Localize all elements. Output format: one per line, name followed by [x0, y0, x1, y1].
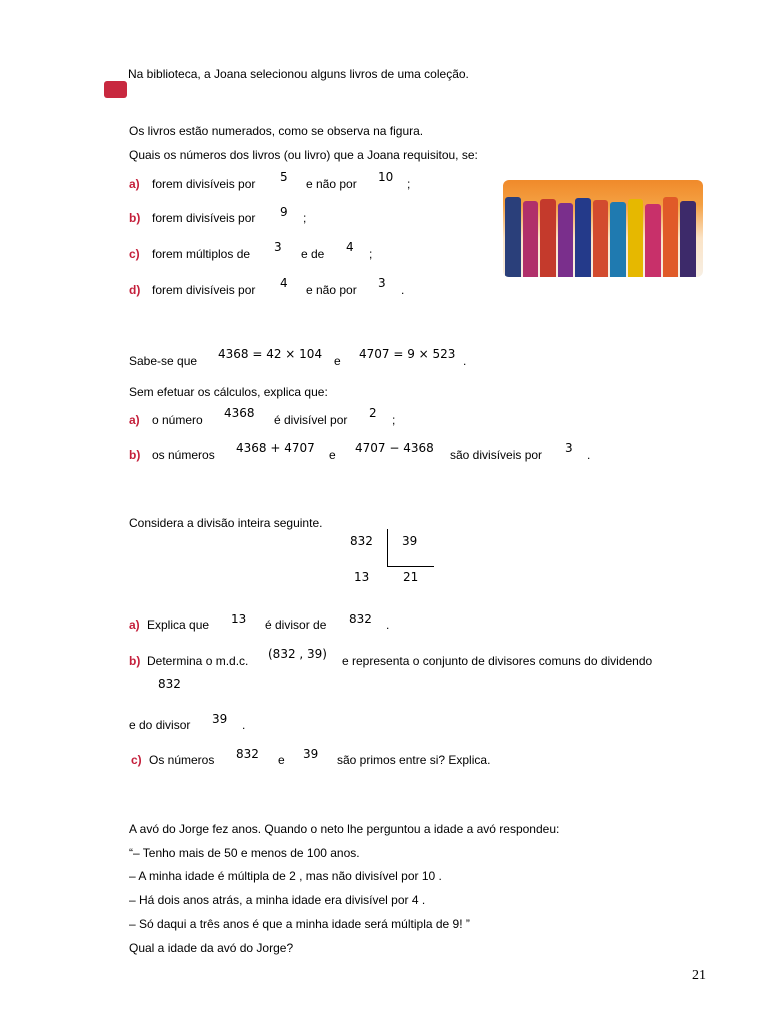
division-divisor: 39	[402, 534, 418, 548]
division-bracket-vertical	[387, 529, 388, 566]
item-label: d)	[129, 283, 141, 297]
book-spine	[558, 203, 574, 277]
exercise-4-line: A avó do Jorge fez anos. Quando o neto lhe perguntou a idade a avó respondeu:	[129, 822, 560, 836]
math-value: 832	[236, 747, 259, 761]
item-text: são divisíveis por	[450, 448, 543, 462]
item-end: ;	[392, 413, 396, 427]
item-text: e não por	[306, 177, 357, 191]
math-expression: 4368 + 4707	[236, 441, 315, 455]
item-text: forem divisíveis por	[152, 211, 256, 225]
item-end: .	[401, 283, 405, 297]
item-text: e de	[301, 247, 325, 261]
item-text: forem divisíveis por	[152, 177, 256, 191]
exercise-1-line2: Quais os números dos livros (ou livro) que a Joana requisitou, se:	[129, 148, 478, 162]
book-spine	[680, 201, 696, 277]
item-end: ;	[407, 177, 411, 191]
item-text: Explica que	[147, 618, 210, 632]
item-end: .	[587, 448, 591, 462]
math-value: 2	[369, 406, 377, 420]
item-text: é divisor de	[265, 618, 327, 632]
item-label: a)	[129, 618, 140, 632]
item-end: .	[386, 618, 390, 632]
item-label: c)	[131, 753, 142, 767]
math-value: 39	[303, 747, 319, 761]
exercise-marker	[104, 81, 127, 98]
division-remainder: 13	[354, 570, 370, 584]
item-text: os números	[152, 448, 215, 462]
book-spine	[593, 200, 609, 277]
math-value: 4368	[224, 406, 255, 420]
item-label: a)	[129, 177, 140, 191]
math-value: 9	[280, 205, 288, 219]
item-end: ;	[369, 247, 373, 261]
division-bracket-horizontal	[387, 566, 434, 567]
math-value: 832	[349, 612, 372, 626]
item-text: forem divisíveis por	[152, 283, 256, 297]
exercise-4-line: – A minha idade é múltipla de 2 , mas não divisível por 10 .	[129, 869, 442, 883]
math-value: 13	[231, 612, 247, 626]
item-text: forem múltiplos de	[152, 247, 251, 261]
book-spine	[663, 197, 679, 277]
item-text: Os números	[149, 753, 215, 767]
item-label: b)	[129, 448, 141, 462]
item-text: e representa o conjunto de divisores comuns do dividendo	[342, 654, 653, 668]
division-quotient: 21	[403, 570, 419, 584]
item-text: e não por	[306, 283, 357, 297]
exercise-4-line: – Há dois anos atrás, a minha idade era divisível por 4 .	[129, 893, 426, 907]
item-end: ;	[303, 211, 307, 225]
item-label: a)	[129, 413, 140, 427]
book-spine	[540, 199, 556, 277]
book-spine	[610, 202, 626, 277]
exercise-4-line: Qual a idade da avó do Jorge?	[129, 941, 294, 955]
item-text: e	[278, 753, 285, 767]
math-expression: (832 , 39)	[268, 647, 327, 661]
math-value: 5	[280, 170, 288, 184]
math-value: 832	[158, 677, 181, 691]
math-value: 4	[280, 276, 288, 290]
math-value: 4	[346, 240, 354, 254]
book-spine	[523, 201, 539, 277]
item-text: Determina o m.d.c.	[147, 654, 249, 668]
exercise-3-intro: Considera a divisão inteira seguinte.	[129, 516, 323, 530]
item-label: b)	[129, 211, 141, 225]
books-photo	[503, 180, 703, 277]
item-label: b)	[129, 654, 141, 668]
math-expression: 4707 − 4368	[355, 441, 434, 455]
division-dividend: 832	[350, 534, 373, 548]
item-end: .	[242, 718, 246, 732]
exercise-1-line1: Os livros estão numerados, como se observa na figura.	[129, 124, 424, 138]
book-spine	[575, 198, 591, 277]
math-value: 3	[378, 276, 386, 290]
book-spine	[645, 204, 661, 277]
item-text: e	[329, 448, 336, 462]
book-spine	[628, 199, 644, 277]
item-text: são primos entre si? Explica.	[337, 753, 491, 767]
math-value: 10	[378, 170, 394, 184]
math-value: 3	[274, 240, 282, 254]
math-expression: 4707 = 9 × 523	[359, 347, 456, 361]
exercise-4-line: – Só daqui a três anos é que a minha idade será múltipla de 9! ”	[129, 917, 470, 931]
exercise-1-intro: Na biblioteca, a Joana selecionou alguns livros de uma coleção.	[128, 67, 469, 81]
item-text: e do divisor	[129, 718, 191, 732]
math-value: 3	[565, 441, 573, 455]
exercise-2-text: Sabe-se que	[129, 354, 198, 368]
book-spine	[505, 197, 521, 277]
exercise-4-line: “– Tenho mais de 50 e menos de 100 anos.	[129, 846, 360, 860]
exercise-2-text: e	[334, 354, 341, 368]
item-text: é divisível por	[274, 413, 348, 427]
item-text: o número	[152, 413, 203, 427]
exercise-2-end: .	[463, 354, 467, 368]
exercise-2-line2: Sem efetuar os cálculos, explica que:	[129, 385, 328, 399]
math-value: 39	[212, 712, 228, 726]
item-label: c)	[129, 247, 140, 261]
page-number: 21	[692, 968, 706, 983]
math-expression: 4368 = 42 × 104	[218, 347, 323, 361]
